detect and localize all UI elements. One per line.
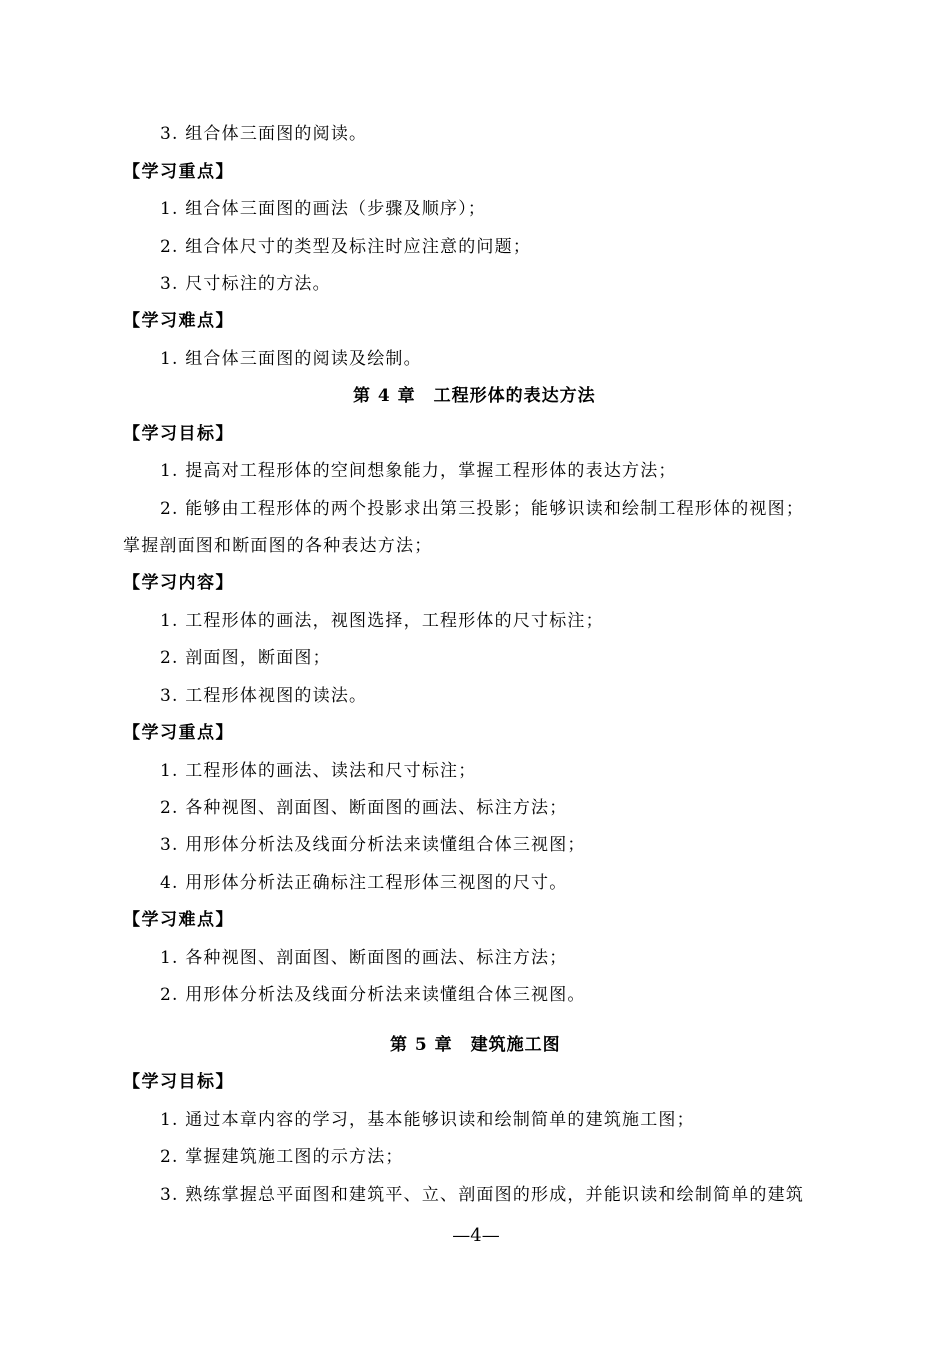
list-item: 3. 工程形体视图的读法。 — [160, 686, 368, 706]
chapter-title: 第 4 章 工程形体的表达方法 — [353, 386, 596, 406]
list-item: 2. 掌握建筑施工图的示方法； — [160, 1147, 404, 1167]
list-item: 1. 各种视图、剖面图、断面图的画法、标注方法； — [160, 948, 568, 968]
list-item: 2. 组合体尺寸的类型及标注时应注意的问题； — [160, 237, 532, 257]
list-item: 3. 用形体分析法及线面分析法来读懂组合体三视图； — [160, 835, 586, 855]
list-item: 1. 提高对工程形体的空间想象能力，掌握工程形体的表达方法； — [160, 461, 677, 481]
list-item: 4. 用形体分析法正确标注工程形体三视图的尺寸。 — [160, 873, 568, 893]
list-item: 3. 组合体三面图的阅读。 — [160, 124, 368, 144]
list-item: 1. 工程形体的画法、读法和尺寸标注； — [160, 761, 477, 781]
list-item: 2. 能够由工程形体的两个投影求出第三投影；能够识读和绘制工程形体的视图； — [160, 499, 805, 519]
list-item: 1. 组合体三面图的阅读及绘制。 — [160, 349, 422, 369]
chapter-title: 第 5 章 建筑施工图 — [390, 1035, 561, 1055]
list-item: 1. 工程形体的画法，视图选择，工程形体的尺寸标注； — [160, 611, 604, 631]
section-heading: 【学习难点】 — [123, 311, 234, 331]
list-item: 2. 各种视图、剖面图、断面图的画法、标注方法； — [160, 798, 568, 818]
section-heading: 【学习重点】 — [123, 723, 234, 743]
section-heading: 【学习目标】 — [123, 1072, 234, 1092]
section-heading: 【学习目标】 — [123, 424, 234, 444]
list-item: 1. 通过本章内容的学习，基本能够识读和绘制简单的建筑施工图； — [160, 1110, 695, 1130]
section-heading: 【学习内容】 — [123, 573, 234, 593]
page-number: —4— — [452, 1225, 500, 1246]
section-heading: 【学习难点】 — [123, 910, 234, 930]
list-item: 2. 剖面图，断面图； — [160, 648, 331, 668]
list-item: 3. 熟练掌握总平面图和建筑平、立、剖面图的形成，并能识读和绘制简单的建筑 — [160, 1185, 805, 1205]
list-item: 3. 尺寸标注的方法。 — [160, 274, 331, 294]
list-item: 2. 用形体分析法及线面分析法来读懂组合体三视图。 — [160, 985, 586, 1005]
list-item: 1. 组合体三面图的画法（步骤及顺序）； — [160, 199, 487, 219]
list-item-continuation: 掌握剖面图和断面图的各种表达方法； — [123, 536, 433, 556]
section-heading: 【学习重点】 — [123, 162, 234, 182]
